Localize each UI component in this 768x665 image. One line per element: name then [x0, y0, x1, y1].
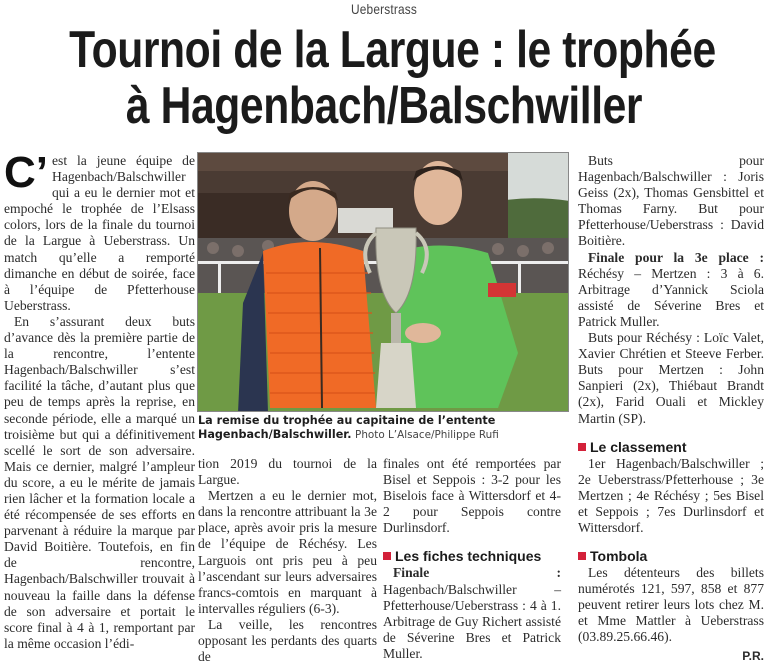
- section-kicker: Ueberstrass: [350, 1, 418, 17]
- classement-heading: Le classement: [578, 439, 764, 456]
- trophy-presentation-image: [198, 153, 569, 412]
- finale-paragraph: Finale : Hagenbach/Balschwiller – Pfetterhouse/Ueberstrass : 4 à 1. Arbitrage de Guy Richert assisté de Séverine Bres et Patrick Muller.: [383, 565, 561, 661]
- tombola-paragraph: Les détenteurs des billets numérotés 121, 597, 858 et 877 peuvent retirer leurs lots chez M. et Mme Mattler à Ueberstrass (03.89.25.66.46).: [578, 565, 764, 645]
- headline: [0, 22, 768, 134]
- finale-label: Finale :: [393, 565, 561, 581]
- article-column-3: [383, 456, 561, 662]
- headline-line-1: Tournoi de la Largue : le trophée: [69, 21, 716, 79]
- article-column-2: [198, 456, 377, 665]
- author-signature: P.R.: [742, 648, 764, 663]
- headline-line-2: à Hagenbach/Balschwiller: [125, 77, 643, 135]
- buts-finale-paragraph: Buts pour Hagenbach/Balschwiller : Joris Geiss (2x), Thomas Gensbittel et Thomas Farny. But pour Pfetterhouse/Ueberstrass : David Boitière.: [578, 153, 764, 249]
- petite-finale-paragraph: Finale pour la 3e place : Réchésy – Mertzen : 3 à 6. Arbitrage d’Yannick Sciola assisté de Séverine Bres et Patrick Muller.: [578, 249, 764, 329]
- square-bullet-icon: [578, 443, 586, 451]
- caption-text: La remise du trophée au capitaine de l’entente Hagenbach/Balschwiller.: [198, 414, 496, 441]
- square-bullet-icon: [383, 552, 391, 560]
- article-column-1: [4, 148, 195, 652]
- buts-petite-finale-paragraph: Buts pour Réchésy : Loïc Valet, Xavier Chrétien et Steeve Ferber. Buts pour Mertzen : John Sanpieri (2x), Thiébaut Brandt (2x), Farid Ouali et Mickley Martin (SP).: [578, 330, 764, 426]
- body-paragraph: La veille, les rencontres opposant les perdants des quarts de: [198, 616, 377, 665]
- tombola-heading: Tombola: [578, 548, 764, 565]
- body-paragraph: En s’assurant deux buts d’avance dès la première partie de la rencontre, l’entente Hagenbach/Balschwiller s’est facilité la tâche, d’autant plus que peu de temps après la reprise, en seconde période, elle a marqué un troisième but qui a définitivement scellé le sort de son adversaire. Mais ce dernier, malgré l’ampleur du score, a eu le mérite de jamais rien lâcher et la formation locale a été récompensée de ses efforts en parvenant à réduire la marque par David Boitière. Toutefois, en fin de rencontre, Hagenbach/Balschwiller trouvait à nouveau la faille dans la défense de son adversaire et portait le score final à 4 à 1, remportant par la même occasion l’édi-: [4, 313, 195, 651]
- photo-caption: [198, 414, 570, 442]
- square-bullet-icon: [578, 552, 586, 560]
- classement-paragraph: 1er Hagenbach/Balschwiller ; 2e Ueberstrass/Pfetterhouse ; 3e Mertzen ; 4e Réchésy ; 5es Bisel et Seppois ; 7es Durlinsdorf et Wittersdorf.: [578, 455, 764, 535]
- article-column-4: [578, 153, 764, 664]
- photo-credit: Photo L’Alsace/Philippe Rufi: [355, 429, 499, 441]
- lead-paragraph: C’ est la jeune équipe de Hagenbach/Balschwiller qui a eu le dernier mot et empoché le trophée de l’Elsass colors, lors de la finale du tournoi de la Largue à Ueberstrass. Un match qu’elle a remporté dimanche en début de soirée, face à l’équipe de Pfetterhouse Ueberstrass.: [4, 148, 195, 313]
- petite-finale-label: Finale pour la 3e place :: [588, 249, 764, 265]
- body-paragraph: Mertzen a eu le dernier mot, dans la rencontre attribuant la 3e place, après avoir pris la mesure de l’équipe de Réchésy. Les Larguois ont pris peu à peu l’ascendant sur leurs adversaires francs-comtois en marquant à intervalles réguliers (6-3).: [198, 488, 377, 616]
- body-paragraph: finales ont été remportées par Bisel et Seppois : 3-2 pour les Biselois face à Wittersdorf et 4-2 pour Seppois contre Durlinsdorf.: [383, 456, 561, 536]
- article-photo: [197, 152, 569, 412]
- fiches-techniques-heading: Les fiches techniques: [383, 548, 561, 565]
- body-paragraph: tion 2019 du tournoi de la Largue.: [198, 456, 377, 488]
- drop-cap: C’: [4, 148, 48, 197]
